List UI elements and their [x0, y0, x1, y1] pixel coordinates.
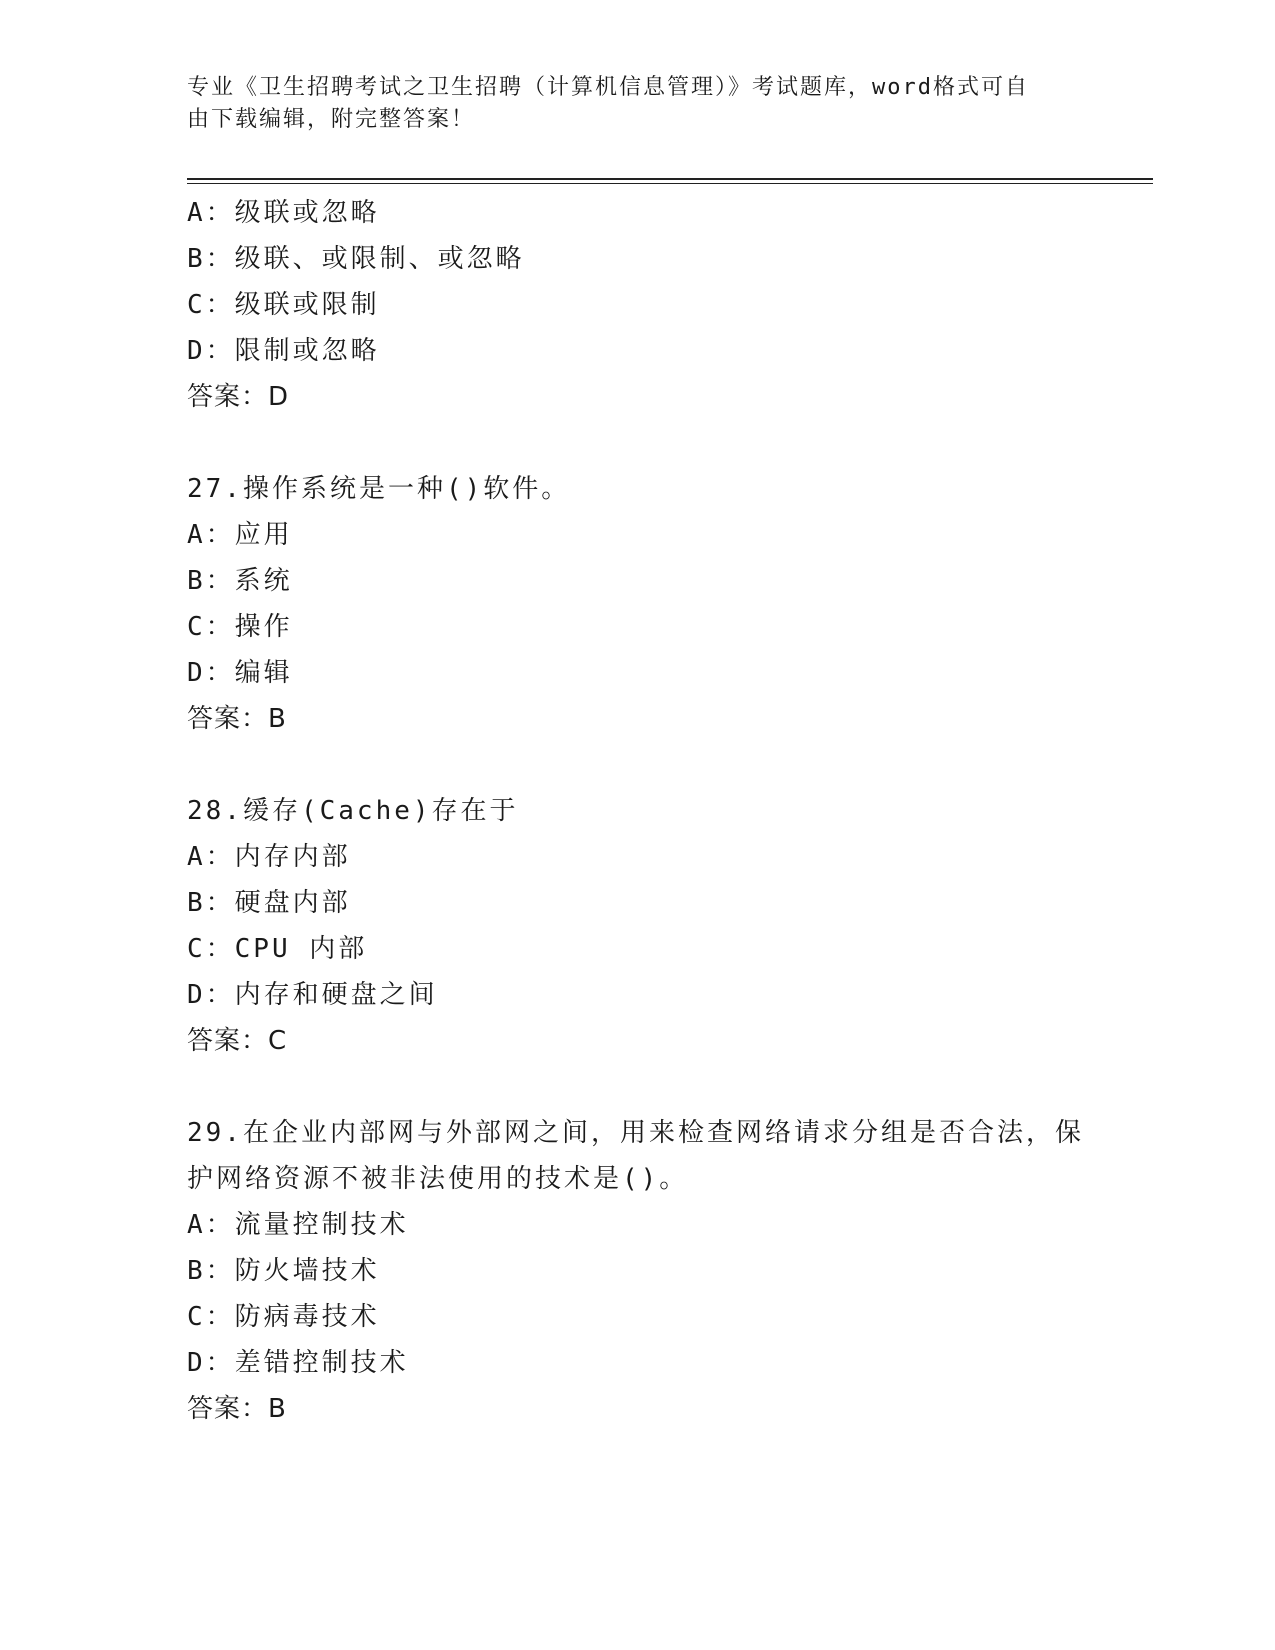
- option-d: D：限制或忽略: [187, 336, 380, 366]
- header-line-2: 由下载编辑，附完整答案！: [187, 107, 476, 132]
- option-b: B：硬盘内部: [187, 888, 351, 918]
- option-d: D：编辑: [187, 658, 293, 688]
- question-text: 28.缓存(Cache)存在于: [187, 796, 519, 826]
- question-26: [187, 190, 1087, 420]
- option-c: C：级联或限制: [187, 290, 380, 320]
- option-d: D：差错控制技术: [187, 1348, 409, 1378]
- option-c: C：操作: [187, 612, 293, 642]
- answer: 答案：D: [187, 382, 290, 412]
- header-line-1: 专业《卫生招聘考试之卫生招聘（计算机信息管理）》考试题库，word格式可自: [187, 75, 1029, 100]
- option-c: C：CPU 内部: [187, 934, 368, 964]
- option-a: A：内存内部: [187, 842, 351, 872]
- question-27: [187, 466, 1087, 742]
- option-a: A：应用: [187, 520, 293, 550]
- answer: 答案：B: [187, 1394, 287, 1424]
- option-b: B：系统: [187, 566, 293, 596]
- option-a: A：流量控制技术: [187, 1210, 409, 1240]
- answer: 答案：C: [187, 1026, 288, 1056]
- header-divider-thick: [187, 178, 1153, 180]
- document-header: [187, 72, 1087, 136]
- question-29: [187, 1110, 1087, 1432]
- option-b: B：防火墙技术: [187, 1256, 380, 1286]
- question-list: [187, 190, 1087, 1432]
- option-c: C：防病毒技术: [187, 1302, 380, 1332]
- header-divider-thin: [187, 183, 1153, 184]
- option-b: B：级联、或限制、或忽略: [187, 244, 525, 274]
- question-28: [187, 788, 1087, 1064]
- option-d: D：内存和硬盘之间: [187, 980, 438, 1010]
- question-text-line-2: 护网络资源不被非法使用的技术是()。: [187, 1164, 689, 1194]
- answer: 答案：B: [187, 704, 287, 734]
- question-text-line-1: 29.在企业内部网与外部网之间，用来检查网络请求分组是否合法，保: [187, 1118, 1084, 1148]
- option-a: A：级联或忽略: [187, 198, 380, 228]
- question-text: 27.操作系统是一种()软件。: [187, 474, 571, 504]
